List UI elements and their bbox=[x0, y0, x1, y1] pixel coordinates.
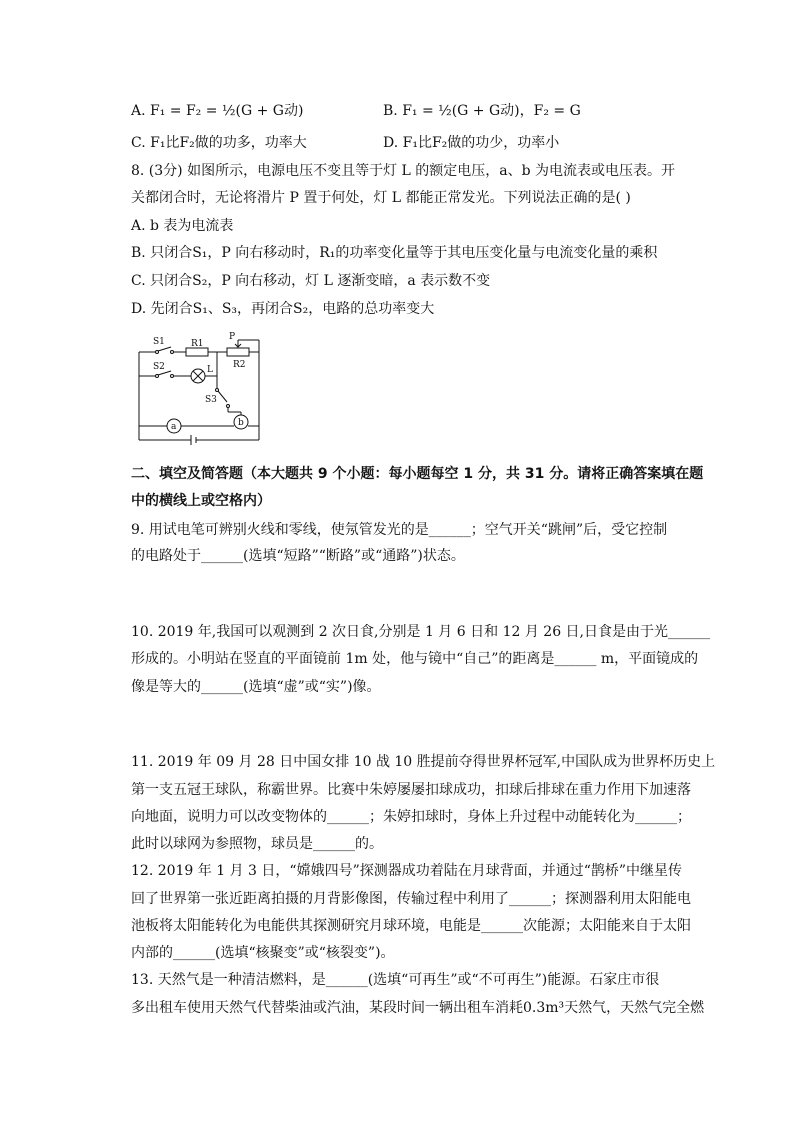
circuit-label-r2: R2 bbox=[233, 360, 246, 370]
q10-line2: 形成的。小明站在竖直的平面镜前 1m 处，他与镜中“自己”的距离是______ m，平面镜成的 bbox=[131, 651, 699, 667]
q7-option-c: C. F₁比F₂做的功多，功率大 bbox=[131, 135, 307, 151]
q12-line4: 内部的______(选填“核聚变”或“核裂变”)。 bbox=[131, 945, 395, 961]
q11-line4: 此时以球网为参照物，球员是______的。 bbox=[131, 836, 383, 852]
q10-line1: 10. 2019 年,我国可以观测到 2 次日食,分别是 1 月 6 日和 12 月 26 日,日食是由于光______ bbox=[131, 624, 710, 640]
circuit-label-s1: S1 bbox=[153, 337, 165, 347]
section2-heading-line1: 二、填空及简答题（本大题共 9 个小题：每小题每空 1 分，共 31 分。请将正确答案填在题 bbox=[131, 466, 704, 482]
q12-line3: 池板将太阳能转化为电能供其探测研究月球环境，电能是______次能源；太阳能来自于太阳 bbox=[131, 918, 691, 934]
circuit-label-r1: R1 bbox=[191, 339, 204, 349]
circuit-label-l: L bbox=[207, 365, 213, 375]
q7-option-b: B. F₁ = ½(G + G动)，F₂ = G bbox=[383, 103, 581, 119]
q11-line1: 11. 2019 年 09 月 28 日中国女排 10 战 10 胜提前夺得世界杯冠军,中国队成为世界杯历史上 bbox=[131, 754, 716, 770]
q9-line2: 的电路处于______(选填“短路”“断路”或“通路”)状态。 bbox=[131, 548, 465, 564]
q11-line3: 向地面，说明力可以改变物体的______；朱婷扣球时，身体上升过程中动能转化为______； bbox=[131, 809, 691, 825]
q8-option-d: D. 先闭合S₁、S₃，再闭合S₂，电路的总功率变大 bbox=[131, 301, 435, 317]
q8-stem-line1: 8. (3分) 如图所示，电源电压不变且等于灯 L 的额定电压，a、b 为电流表或电压表。开 bbox=[131, 163, 676, 179]
q8-option-b: B. 只闭合S₁，P 向右移动时，R₁的功率变化量等于其电压变化量与电流变化量的乘积 bbox=[131, 245, 658, 261]
q8-option-a: A. b 表为电流表 bbox=[131, 218, 234, 234]
q12-line1: 12. 2019 年 1 月 3 日，“嫦娥四号”探测器成功着陆在月球背面，并通过“鹊桥”中继星传 bbox=[131, 863, 683, 879]
q11-line2: 第一支五冠王球队，称霸世界。比赛中朱婷屡屡扣球成功，扣球后排球在重力作用下加速落 bbox=[131, 782, 691, 798]
q13-line1: 13. 天然气是一种清洁燃料，是______(选填“可再生”或“不可再生”)能源。石家庄市很 bbox=[131, 972, 660, 988]
q7-option-a: A. F₁ = F₂ = ½(G + G动) bbox=[131, 103, 304, 119]
circuit-diagram bbox=[131, 330, 266, 445]
circuit-label-p: P bbox=[229, 332, 236, 342]
q12-line2: 回了世界第一张近距离拍摄的月背影像图，传输过程中利用了______；探测器利用太阳能电 bbox=[131, 891, 691, 907]
q9-line1: 9. 用试电笔可辨别火线和零线，使氖管发光的是______；空气开关“跳闸”后，受它控制 bbox=[131, 522, 668, 538]
section2-heading-line2: 中的横线上或空格内） bbox=[131, 493, 271, 509]
q8-option-c: C. 只闭合S₂，P 向右移动，灯 L 逐渐变暗，a 表示数不变 bbox=[131, 273, 491, 289]
q13-line2: 多出租车使用天然气代替柴油或汽油，某段时间一辆出租车消耗0.3m³天然气，天然气完全燃 bbox=[131, 1000, 705, 1016]
meter-a-label: a bbox=[171, 422, 177, 432]
meter-b-label: b bbox=[238, 418, 244, 428]
circuit-label-s2: S2 bbox=[153, 362, 165, 372]
q10-line3: 像是等大的______(选填“虚”或“实”)像。 bbox=[131, 679, 381, 695]
circuit-label-s3: S3 bbox=[205, 395, 217, 405]
q7-option-d: D. F₁比F₂做的功少，功率小 bbox=[383, 135, 560, 151]
q8-stem-line2: 关都闭合时，无论将滑片 P 置于何处，灯 L 都能正常发光。下列说法正确的是( ) bbox=[131, 190, 631, 206]
